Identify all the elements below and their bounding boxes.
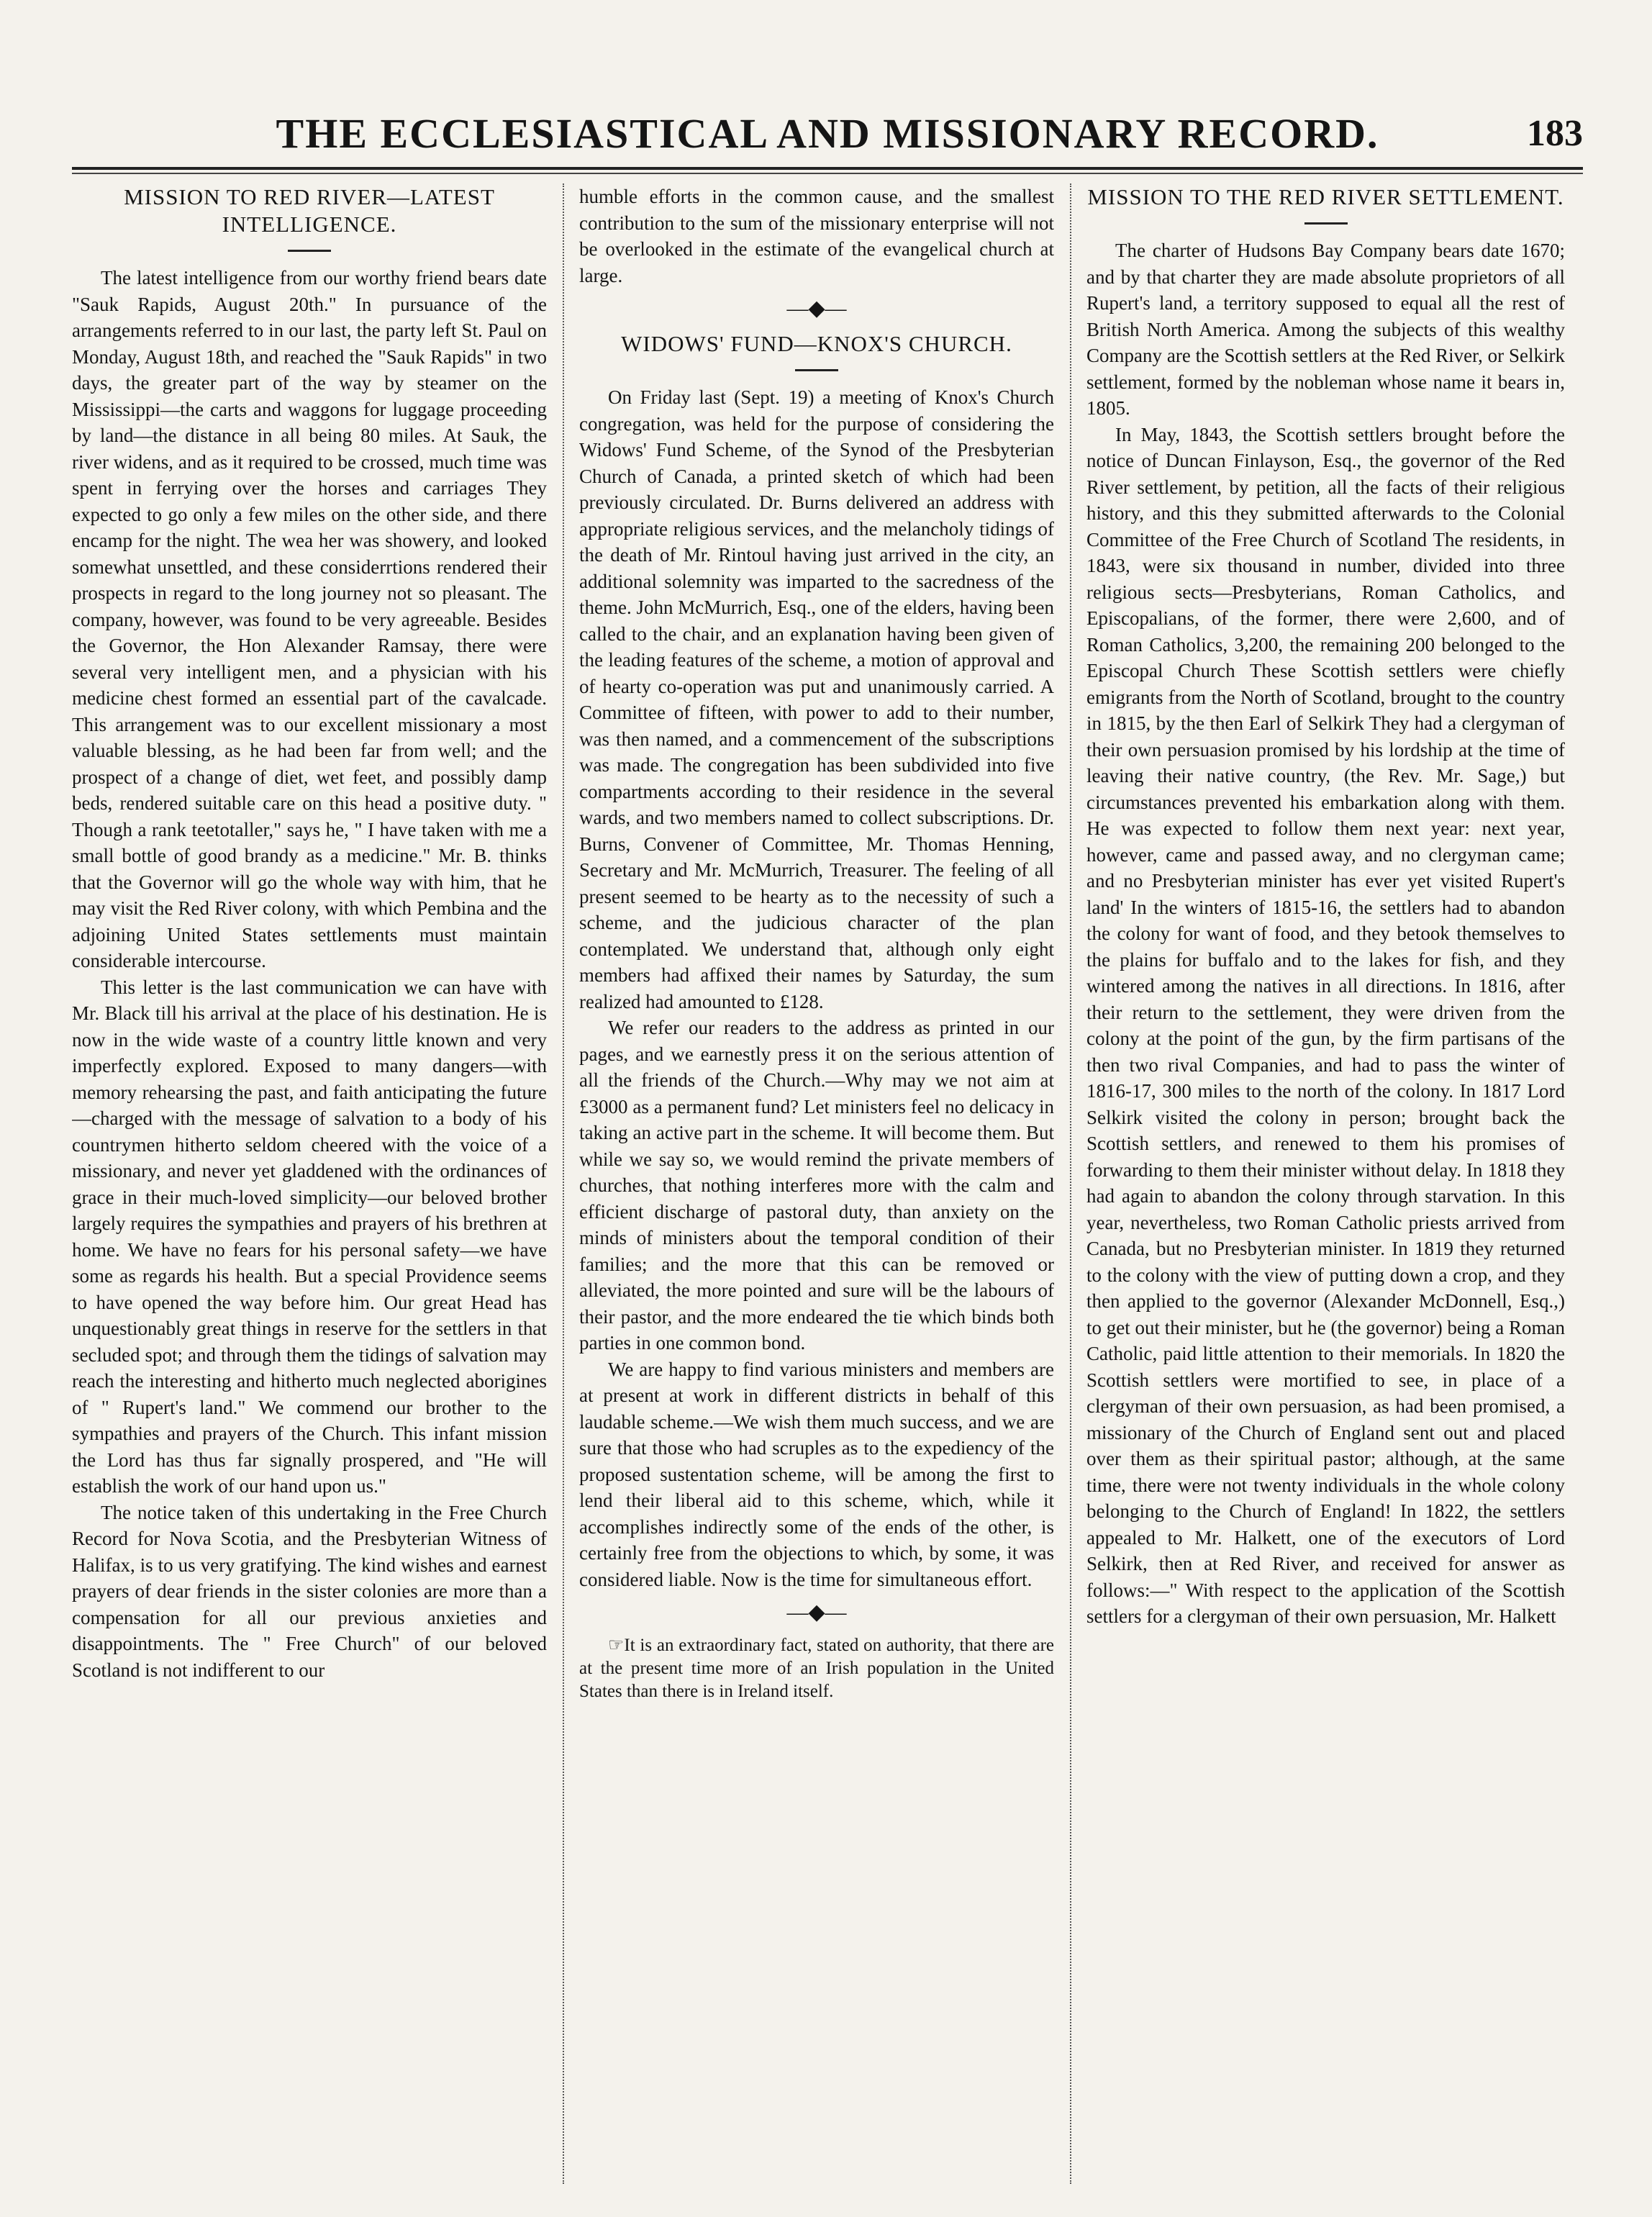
page-number: 183 [1527, 113, 1583, 154]
article-paragraph: On Friday last (Sept. 19) a meeting of Knox's Church congregation, was held for the purpose of considering the Widows' Fund Scheme, of the Synod of the Presbyterian Church of Canada, a printed sketch of which had been previously circulated. Dr. Burns delivered an address with appropriate religious services, and the melancholy tidings of the death of Mr. Rintoul having just arrived in the city, an additional solemnity was imparted to the sacredness of the theme. John McMurrich, Esq., one of the elders, having been called to the chair, and an explanation having been given of the leading features of the scheme, a motion of approval and of hearty co-operation was put and unanimously carried. A Committee of fifteen, with power to add to their number, was then named, and a commencement of the subscriptions was made. The congregation has been subdivided into five compartments according to their residence in the several wards, and two members named to collect subscriptions. Dr. Burns, Convener of Committee, Mr. Thomas Henning, Secretary and Mr. McMurrich, Treasurer. The feeling of all present seemed to be hearty as to the necessity of such a scheme, and the judicious character of the plan contemplated. We understand that, although only eight members had affixed their names by Saturday, the sum realized had amounted to £128. [579, 386, 1054, 1012]
article-paragraph: humble efforts in the common cause, and the smallest contribution to the sum of the missionary enterprise will not be overlooked in the estimate of the evangelical church at large. [579, 186, 1054, 286]
footnote-paragraph: ☞It is an extraordinary fact, stated on authority, that there are at the present time more of an Irish population in the United States than there is in Ireland itself. [579, 1636, 1054, 1701]
article-paragraph: The notice taken of this undertaking in the Free Church Record for Nova Scotia, and the Presbyterian Witness of Halifax, is to us very gratifying. The kind wishes and earnest prayers of dear friends in the sister colonies are more than a compensation for all our previous anxieties and disappointments. The " Free Church" of our beloved Scotland is not indifferent to our [72, 1501, 547, 1681]
column-middle [579, 183, 1054, 2184]
heading-divider [1304, 222, 1348, 225]
article-paragraph: We refer our readers to the address as printed in our pages, and we earnestly press it on the serious attention of all the friends of the Church.—Why may we not aim at £3000 as a permanent fund? Let ministers feel no delicacy in taking an active part in the scheme. It will become them. But while we say so, we would remind the private members of churches, that nothing interferes more with the calm and efficient discharge of pastoral duty, than anxiety on the minds of ministers about the temporal condition of their families; and the more that this can be removed or alleviated, the more pointed and sure will be the labours of their pastor, and the more endeared the tie which binds both parties in one common bond. [579, 1017, 1054, 1354]
article-paragraph: The charter of Hudsons Bay Company bears date 1670; and by that charter they are made absolute proprietors of all Rupert's land, a territory supposed to equal all the rest of British North America. Among the subjects of this wealthy Company are the Scottish settlers at the Red River, or Selkirk settlement, formed by the nobleman whose name it bears in, 1805. [1086, 240, 1565, 419]
column-left [72, 183, 547, 2184]
heading-divider [795, 369, 838, 371]
column-divider [563, 183, 564, 2184]
heading-divider [288, 250, 331, 252]
header-rule [72, 167, 1583, 174]
section-ornament: —◆— [786, 296, 847, 320]
article-paragraph: We are happy to find various ministers and members are at present at work in different districts in behalf of this laudable scheme.—We wish them much success, and we are sure that those who had scruples as to the expediency of the proposed sustentation scheme, will be among the first to lend their liberal aid to this scheme, which, while it accomplishes indirectly some of the ends of the other, is certainly free from the objections to which, by some, it was considered liable. Now is the time for simultaneous effort. [579, 1358, 1054, 1590]
column-right [1086, 183, 1565, 2184]
running-title: THE ECCLESIASTICAL AND MISSIONARY RECORD. [276, 110, 1379, 157]
article-heading: MISSION TO THE RED RIVER SETTLEMENT. [1087, 184, 1564, 209]
article-paragraph: This letter is the last communication we can have with Mr. Black till his arrival at the place of his destination. He is now in the wide waste of a country little known and very imperfectly explored. Exposed to many dangers—with memory rehearsing the past, and faith anticipating the future—charged with the message of salvation to a body of his countrymen hitherto seldom cheered with the voice of a missionary, and never yet gladdened with the ordinances of grace in their much-loved simplicity—our beloved brother largely requires the sympathies and prayers of his brethren at home. We have no fears for his personal safety—we have some as regards his health. But a special Providence seems to have opened the way before him. Our great Head has unquestionably great things in reserve for the settlers in that secluded spot; and through them the tidings of salvation may reach the interesting and hitherto much neglected aborigines of " Rupert's land." We commend our brother to the sympathies and prayers of the Church. This infant mission the Lord has thus far signally prospered, and "He will establish the work of our hand upon us." [72, 976, 547, 1497]
article-heading: MISSION TO RED RIVER—LATEST INTELLIGENCE. [124, 184, 495, 237]
column-divider [1070, 183, 1071, 2184]
page-header [72, 108, 1583, 166]
article-paragraph: In May, 1843, the Scottish settlers brought before the notice of Duncan Finlayson, Esq., the governor of the Red River settlement, by petition, all the facts of their religious history, and this they submitted afterwards to the Colonial Committee of the Free Church of Scotland The residents, in 1843, were six thousand in number, divided into three religious sects—Presbyterians, Roman Catholics, and Episcopalians, of the former, there were 2,600, and of Roman Catholics, 3,200, the remaining 200 belonged to the Episcopal Church These Scottish settlers were chiefly emigrants from the North of Scotland, brought to the country in 1815, by the then Earl of Selkirk They had a clergyman of their own persuasion promised by his lordship at the time of leaving their native country, (the Rev. Mr. Sage,) but circumstances prevented his embarkation along with them. He was expected to follow them next year: next year, however, came and passed away, and no clergyman came; and no Presbyterian minister has ever yet visited Rupert's land' In the winters of 1815-16, the settlers had to abandon the colony for want of food, and they betook themselves to the plains for buffalo and to the lakes for fish, and they wintered among the natives in all directions. In 1816, after their return to the settlement, they were driven from the colony at the point of the gun, by the firm partisans of the then two rival Companies, and had to pass the winter of 1816-17, 300 miles to the north of the colony. In 1817 Lord Selkirk visited the colony in person; brought back the Scottish settlers, and renewed to them his promises of forwarding to them their minister without delay. In 1818 they had again to abandon the colony through starvation. In this year, nevertheless, two Roman Catholic priests arrived from Canada, but no Presbyterian minister. In 1819 they returned to the colony with the view of putting down a crop, and they then applied to the governor (Alexander McDonnell, Esq.,) to get out their minister, but he (the governor) being a Roman Catholic, paid little attention to their memorials. In 1820 the Scottish settlers were mortified to see, in place of a clergyman of their own persuasion, as had been promised, a missionary of the Church of England sent out and placed over them as their spiritual pastor; although, at the same time, there were not twenty individuals in the whole colony belonging to the Church of England! In 1822, the settlers appealed to Mr. Halkett, one of the executors of Lord Selkirk, then at Red River, and received for answer as follows:—" With respect to the application of the Scottish settlers for a clergyman of their own persuasion, Mr. Halkett [1086, 423, 1565, 1627]
article-heading: WIDOWS' FUND—KNOX'S CHURCH. [621, 331, 1012, 356]
section-ornament: —◆— [786, 1600, 847, 1624]
article-paragraph: The latest intelligence from our worthy friend bears date "Sauk Rapids, August 20th." In pursuance of the arrangements referred to in our last, the party left St. Paul on Monday, August 18th, and reached the "Sauk Rapids" in two days, the greater part of the way by steamer on the Mississippi—the carts and waggons for luggage proceeding by land—the distance in all being 80 miles. At Sauk, the river widens, and as it required to be crossed, much time was spent in ferrying over the horses and carriages They expected to go only a few miles on the other side, and there encamp for the night. The wea her was showery, and looked somewhat unsettled, and these considerrtions rendered their prospects in regard to the long journey not so pleasant. The company, however, was found to be very agreeable. Besides the Governor, the Hon Alexander Ramsay, there were several very intelligent men, and a physician with his medicine chest formed an essential part of the cavalcade. This arrangement was to our excellent missionary a most valuable blessing, as he had been far from well; and the prospect of a change of diet, wet feet, and possibly damp beds, rendered suitable care on this head a positive duty. " Though a rank teetotaller," says he, " I have taken with me a small bottle of good brandy as a medicine." Mr. B. thinks that the Governor will go the whole way with him, that he may visit the Red River colony, with which Pembina and the adjoining United States settlements must maintain considerable intercourse. [72, 267, 547, 971]
